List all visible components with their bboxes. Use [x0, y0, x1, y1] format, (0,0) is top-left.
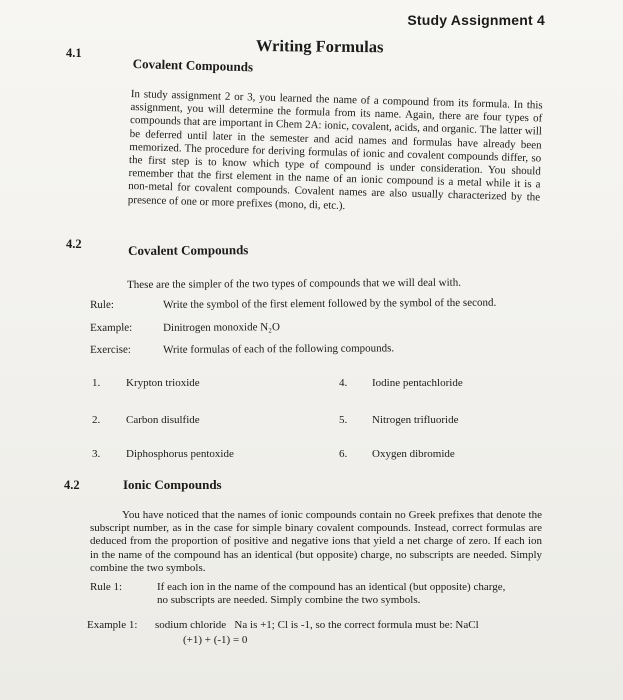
covalent-intro-text: These are the simpler of the two types of compounds that we will deal with. — [127, 276, 461, 291]
example1-math: (+1) + (-1) = 0 — [183, 634, 248, 646]
rule1-line1: If each ion in the name of the compound has an identical (but opposite) charge, — [157, 581, 506, 593]
exercise-item-name: Iodine pentachloride — [372, 377, 463, 389]
rule1-line2: no subscripts are needed. Simply combine the two symbols. — [157, 594, 421, 606]
example-label: Example: — [90, 321, 133, 334]
assignment-title: Study Assignment 4 — [407, 12, 545, 28]
section-title-covalent-compounds: Covalent Compounds — [128, 242, 249, 258]
exercise-item-number: 1. — [92, 377, 101, 389]
exercise-item-name: Oxygen dibromide — [372, 448, 455, 460]
exercise-text: Write formulas of each of the following compounds. — [163, 342, 395, 356]
exercise-item-number: 2. — [92, 414, 101, 426]
rule-label: Rule: — [90, 298, 114, 311]
exercise-label: Exercise: — [90, 343, 132, 356]
exercise-item-name: Diphosphorus pentoxide — [126, 448, 234, 460]
section-number-4-2-ionic: 4.2 — [64, 478, 80, 492]
exercise-item-name: Krypton trioxide — [126, 377, 200, 389]
exercise-item-number: 5. — [339, 414, 348, 426]
subheading-covalent-compounds: Covalent Compounds — [132, 56, 254, 75]
example-text: Dinitrogen monoxide N₂O — [163, 321, 280, 334]
exercise-item-number: 3. — [92, 448, 101, 460]
exercise-item-name: Carbon disulfide — [126, 414, 200, 426]
exercise-item-number: 6. — [339, 448, 348, 460]
example1-label: Example 1: — [87, 619, 138, 631]
rule-text: Write the symbol of the first element followed by the symbol of the second. — [163, 296, 497, 311]
exercise-item-number: 4. — [339, 377, 348, 389]
intro-paragraph: In study assignment 2 or 3, you learned the name of a compound from its formula. In this assignment, you will determine the formula from its name. Again, there are four types of compounds that are important in Chem 2A: ionic, covalent, acids, and organic. The latter will be deferred until later in the semester and acid names and formulas have already been memorized. The procedure for deriving formulas of ionic and covalent compounds differ, so the first step is to know which type of compound is under consideration. You should remember that the first element in the name of an ionic compound is a metal while it is a non-metal for covalent compounds. Covalent names are also usually characterized by the presence of one or more prefixes (mono, di, etc.). — [127, 88, 543, 212]
example1-text: sodium chloride Na is +1; Cl is -1, so the correct formula must be: NaCl — [155, 619, 479, 631]
rule1-label: Rule 1: — [90, 581, 123, 593]
section-title-writing-formulas: Writing Formulas — [255, 36, 384, 57]
exercise-item-name: Nitrogen trifluoride — [372, 414, 459, 426]
section-number-4-2-covalent: 4.2 — [66, 237, 82, 251]
ionic-paragraph: You have noticed that the names of ionic compounds contain no Greek prefixes that denote the subscript number, as in the case for simple binary covalent compounds. Instead, correct formulas are deduced from the proportion of positive and negative ions that yield a net charge of zero. If each ion in the name of the compound has an identical (but opposite) charge, no subscripts are needed. Simply combine the two symbols. — [90, 509, 542, 574]
section-number-4-1: 4.1 — [66, 46, 82, 60]
section-title-ionic-compounds: Ionic Compounds — [123, 477, 222, 492]
